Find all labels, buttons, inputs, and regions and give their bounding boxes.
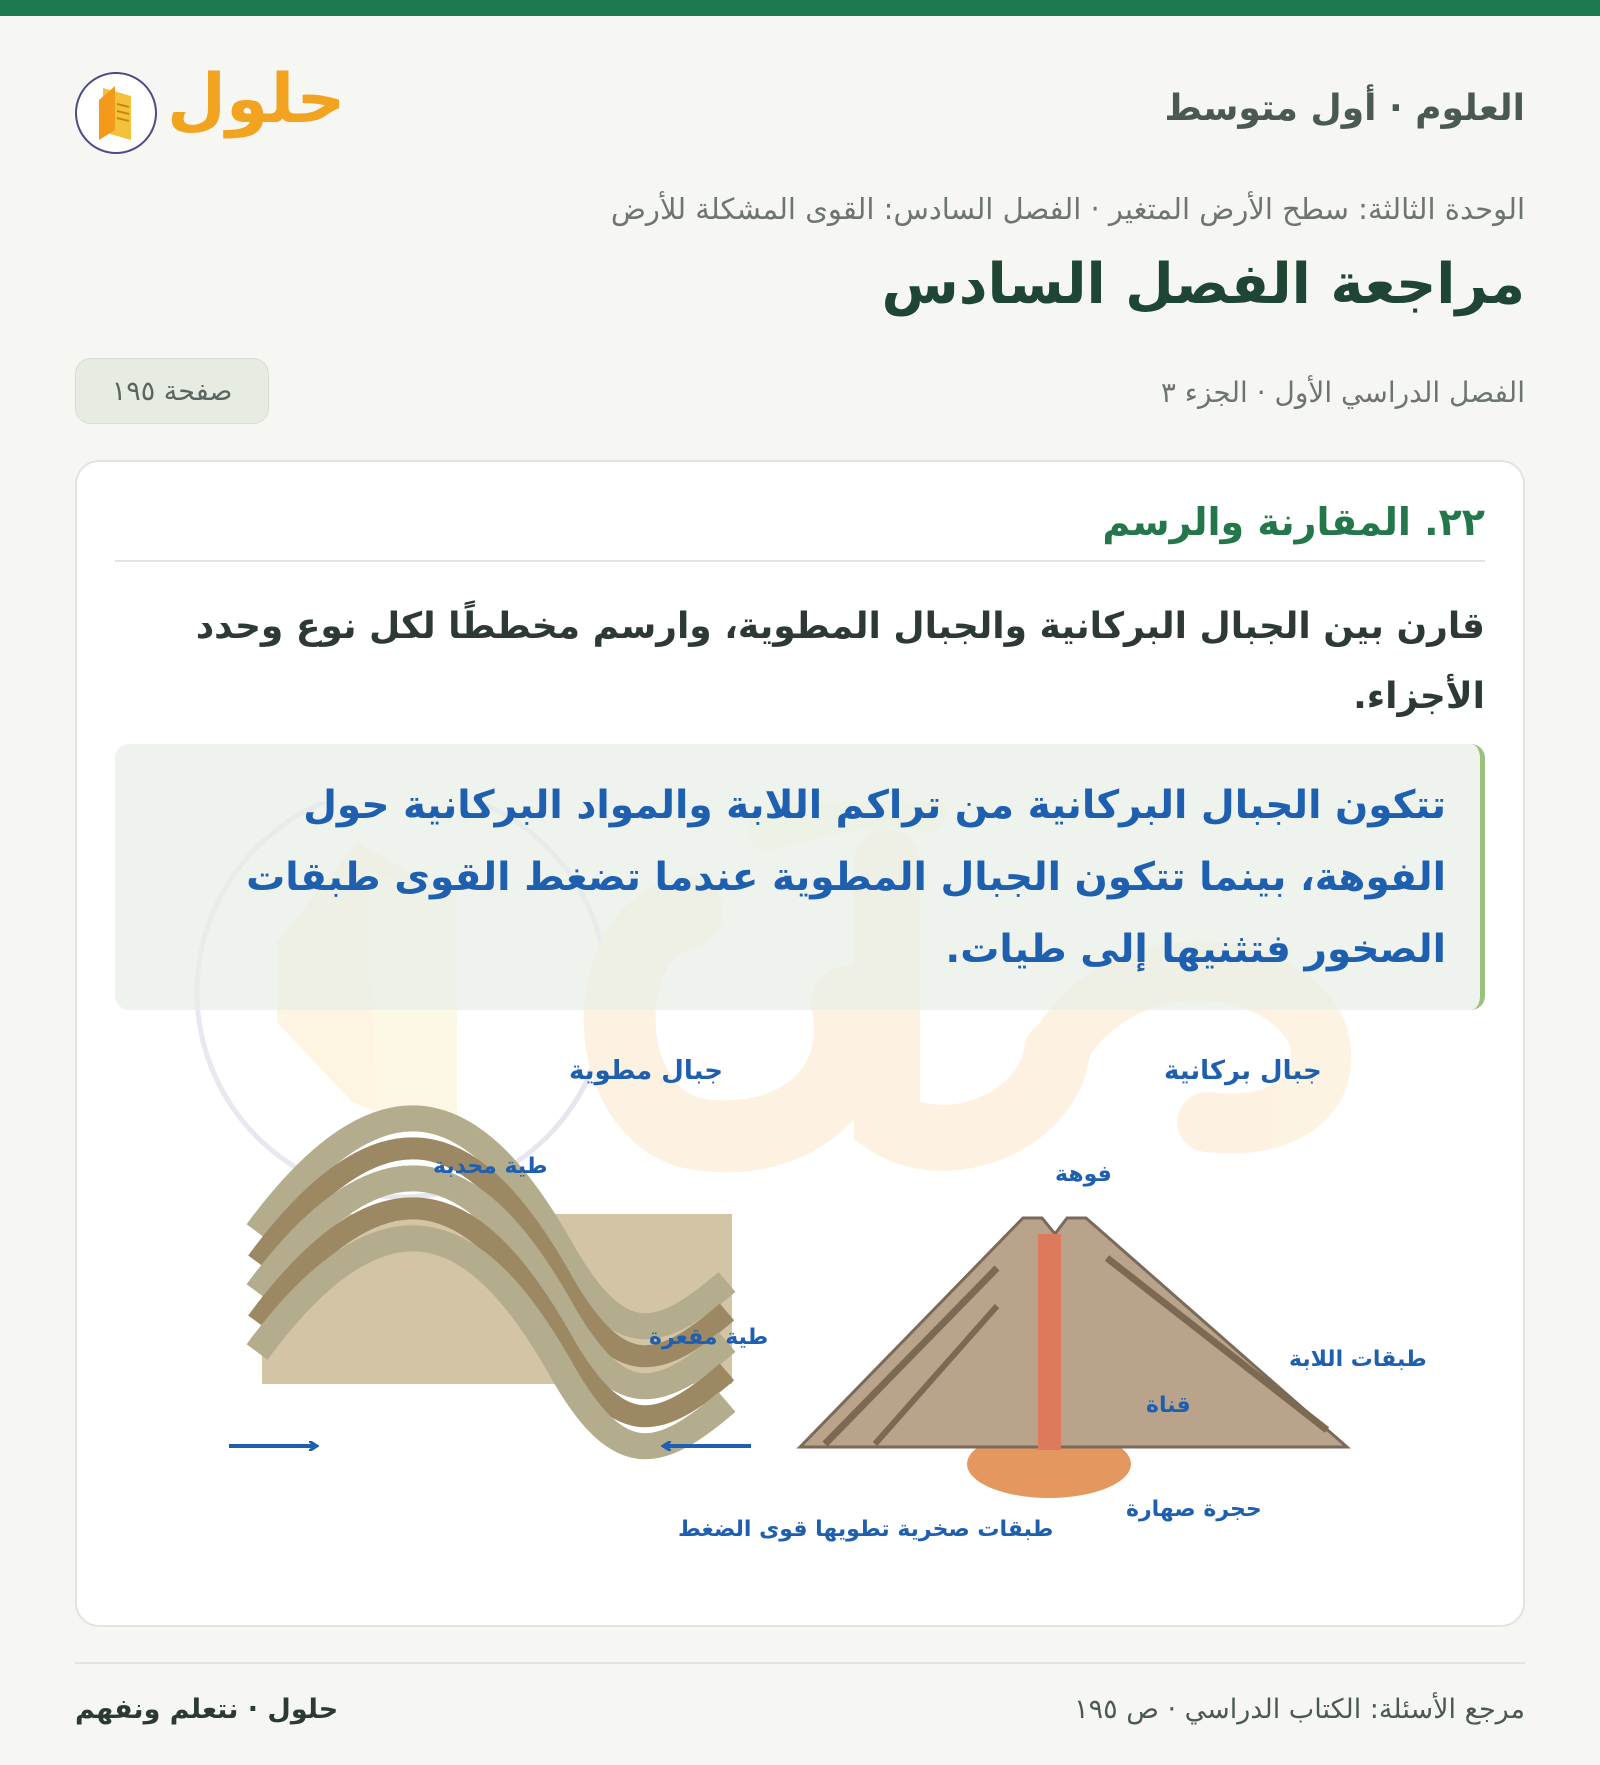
folded-mountains-label: جبال مطوية	[569, 1056, 723, 1086]
subject-label: العلوم · أول متوسط	[1164, 88, 1525, 129]
page-header	[75, 50, 1525, 180]
top-accent-bar	[0, 0, 1600, 16]
semester-label: الفصل الدراسي الأول · الجزء ٣	[1160, 376, 1525, 409]
volcano-illustration	[800, 1218, 1347, 1498]
breadcrumb: الوحدة الثالثة: سطح الأرض المتغير · الفصل السادس: القوى المشكلة للأرض	[610, 192, 1525, 226]
page-title: مراجعة الفصل السادس	[881, 252, 1525, 317]
volcanic-mountains-label: جبال بركانية	[1164, 1056, 1322, 1086]
magma-chamber-label: حجرة صهارة	[1126, 1497, 1262, 1522]
folded-caption: طبقات صخرية تطويها قوى الضغط	[678, 1517, 1054, 1542]
syncline-label: طية مقعرة	[649, 1325, 769, 1350]
brand-logo[interactable]	[75, 50, 346, 160]
mountains-diagram	[77, 462, 1525, 1627]
footer-brand[interactable]: حلول · نتعلم ونفهم	[75, 1694, 339, 1725]
page-number-badge: صفحة ١٩٥	[75, 358, 269, 424]
footer-divider	[75, 1662, 1525, 1664]
question-card	[75, 460, 1525, 1627]
crater-label: فوهة	[1055, 1162, 1112, 1187]
lava-layers-label: طبقات اللابة	[1289, 1347, 1427, 1372]
book-icon	[75, 72, 157, 154]
vent-label: قناة	[1146, 1393, 1191, 1418]
anticline-label: طية محدبة	[433, 1154, 548, 1179]
question-text: قارن بين الجبال البركانية والجبال المطوية، وارسم مخططًا لكل نوع وحدد الأجزاء.	[195, 606, 1485, 717]
footer-reference: مرجع الأسئلة: الكتاب الدراسي · ص ١٩٥	[1074, 1694, 1525, 1725]
question-title: ٢٢. المقارنة والرسم	[1102, 500, 1485, 544]
answer-text: تتكون الجبال البركانية من تراكم اللابة والمواد البركانية حول الفوهة، بينما تتكون الجبال المطوية عندما تضغط القوى طبقات الصخور فتثنيها إلى طيات.	[246, 783, 1446, 972]
logo-wordmark: حلول	[167, 60, 346, 139]
